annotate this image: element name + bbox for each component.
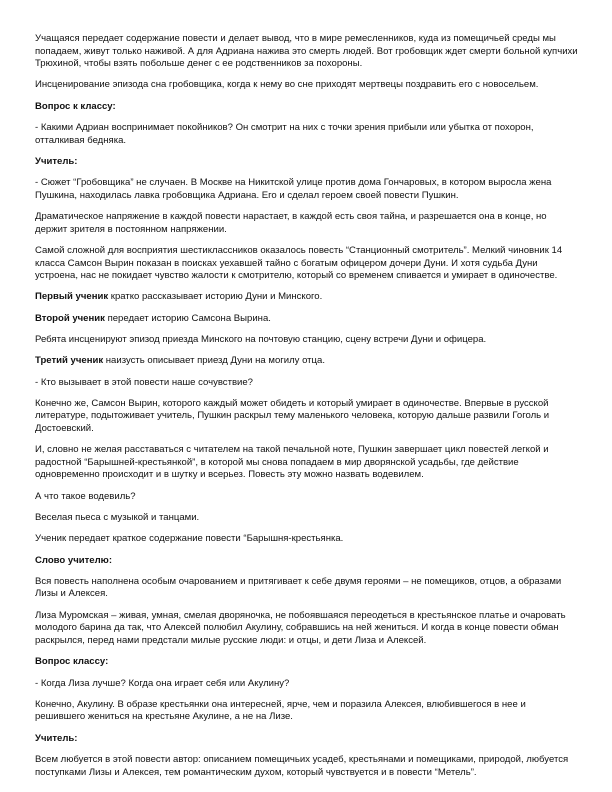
paragraph: Инсценирование эпизода сна гробовщика, когда к нему во сне приходят мертвецы поздравить его с новосельем.	[35, 79, 539, 91]
section-heading: Слово учителю:	[35, 554, 112, 566]
paragraph	[35, 313, 578, 326]
paragraph	[35, 355, 578, 368]
paragraph	[35, 291, 578, 304]
section-heading: Учитель:	[35, 155, 78, 167]
section-heading: Вопрос к классу:	[35, 100, 116, 112]
paragraph-rest: наизусть описывает приезд Дуни на могилу отца.	[103, 355, 325, 367]
paragraph: Конечно же, Самсон Вырин, которого каждый может обидеть и который умирает в одиночестве. Впервые в русской литературе, подытоживает учитель, Пушкин раскрыл тему маленького человека, которую дальше развили Гоголь и Достоевский.	[35, 397, 550, 434]
paragraph: - Когда Лиза лучше? Когда она играет себя или Акулину?	[35, 677, 290, 689]
paragraph-rest: кратко рассказывает историю Дуни и Минского.	[108, 291, 323, 303]
paragraph: И, словно не желая расставаться с читателем на такой печальной ноте, Пушкин завершает цикл повестей легкой и радостной “Барышней-крестьянкой”, в которой мы снова попадаем в мир дворянской усадьбы, где действие одновременно происходит и в шутку и всерьез. Повесть эту можно назвать водевилем.	[35, 444, 549, 481]
bold-lead: Первый ученик	[35, 291, 109, 303]
paragraph: Учащаяся передает содержание повести и делает вывод, что в мире ремесленников, куда из помещичьей среды мы попадаем, живут только наживой. А для Адриана нажива это смерть людей. Вот гробовщик ждет смерти больной купчихи Трюхиной, чтобы взять побольше денег с ее родственников за похороны.	[35, 33, 578, 70]
section-heading: Вопрос классу:	[35, 656, 109, 668]
paragraph: Конечно, Акулину. В образе крестьянки она интересней, ярче, чем и поразила Алексея, влюбившегося в нее и решившего жениться на крестьяне Акулине, а не на Лизе.	[35, 698, 526, 723]
paragraph: Веселая пьеса с музыкой и танцами.	[35, 512, 200, 524]
section-heading: Учитель:	[35, 732, 78, 744]
bold-lead: Второй ученик	[35, 312, 105, 324]
paragraph: Драматическое напряжение в каждой повести нарастает, в каждой есть своя тайна, и разрешается она в конце, но держит зрителя в постоянном напряжении.	[35, 211, 547, 235]
paragraph: А что такое водевиль?	[35, 490, 136, 502]
paragraph-rest: передает историю Самсона Вырина.	[104, 312, 271, 324]
paragraph: Ученик передает краткое содержание повести “Барышня-крестьянка.	[35, 533, 344, 545]
paragraph: - Сюжет “Гробовщика” не случаен. В Москве на Никитской улице против дома Гончаровых, в котором выросла жена Пушкина, находилась лавка гробовщика Адриана. Его и сделал героем своей повести Пушкин.	[35, 177, 552, 201]
paragraph: Ребята инсценируют эпизод приезда Минского на почтовую станцию, сцену встречи Дуни и офицера.	[35, 333, 487, 345]
paragraph: Вся повесть наполнена особым очарованием и притягивает к себе двумя героями – не помещиков, отцов, а образами Лизы и Алексея.	[35, 575, 562, 600]
paragraph: Всем любуется в этой повести автор: описанием помещичьих усадеб, крестьянами и помещиками, природой, любуется поступками Лизы и Алексея, тем романтическим духом, который чувствуется и в повести “Метель”.	[35, 753, 569, 778]
paragraph: - Кто вызывает в этой повести наше сочувствие?	[35, 376, 253, 388]
bold-lead: Третий ученик	[35, 355, 104, 367]
paragraph: Лиза Муромская – живая, умная, смелая дворяночка, не побоявшаяся переодеться в крестьянское платье и очаровать молодого барина да так, что Алексей полюбил Акулину, собравшись на ней жениться. И когда в конце повести обман раскрылся, перед нами предстали милые русские люди: и отцы, и дети Лиза и Алексей.	[35, 609, 566, 646]
paragraph: - Какими Адриан воспринимает покойников? Он смотрит на них с точки зрения прибыли или убытка от похорон, отталкивая бедняка.	[35, 122, 534, 146]
paragraph: Самой сложной для восприятия шестиклассников оказалось повесть “Станционный смотритель”. Мелкий чиновник 14 класса Самсон Вырин показан в поисках уехавшей тайно с богатым офицером дочери Дуни. И хотя судьба Дуни устроена, нас не покидает чувство жалости к смотрителю, который со временем спивается и умирает в одиночестве.	[35, 244, 563, 282]
